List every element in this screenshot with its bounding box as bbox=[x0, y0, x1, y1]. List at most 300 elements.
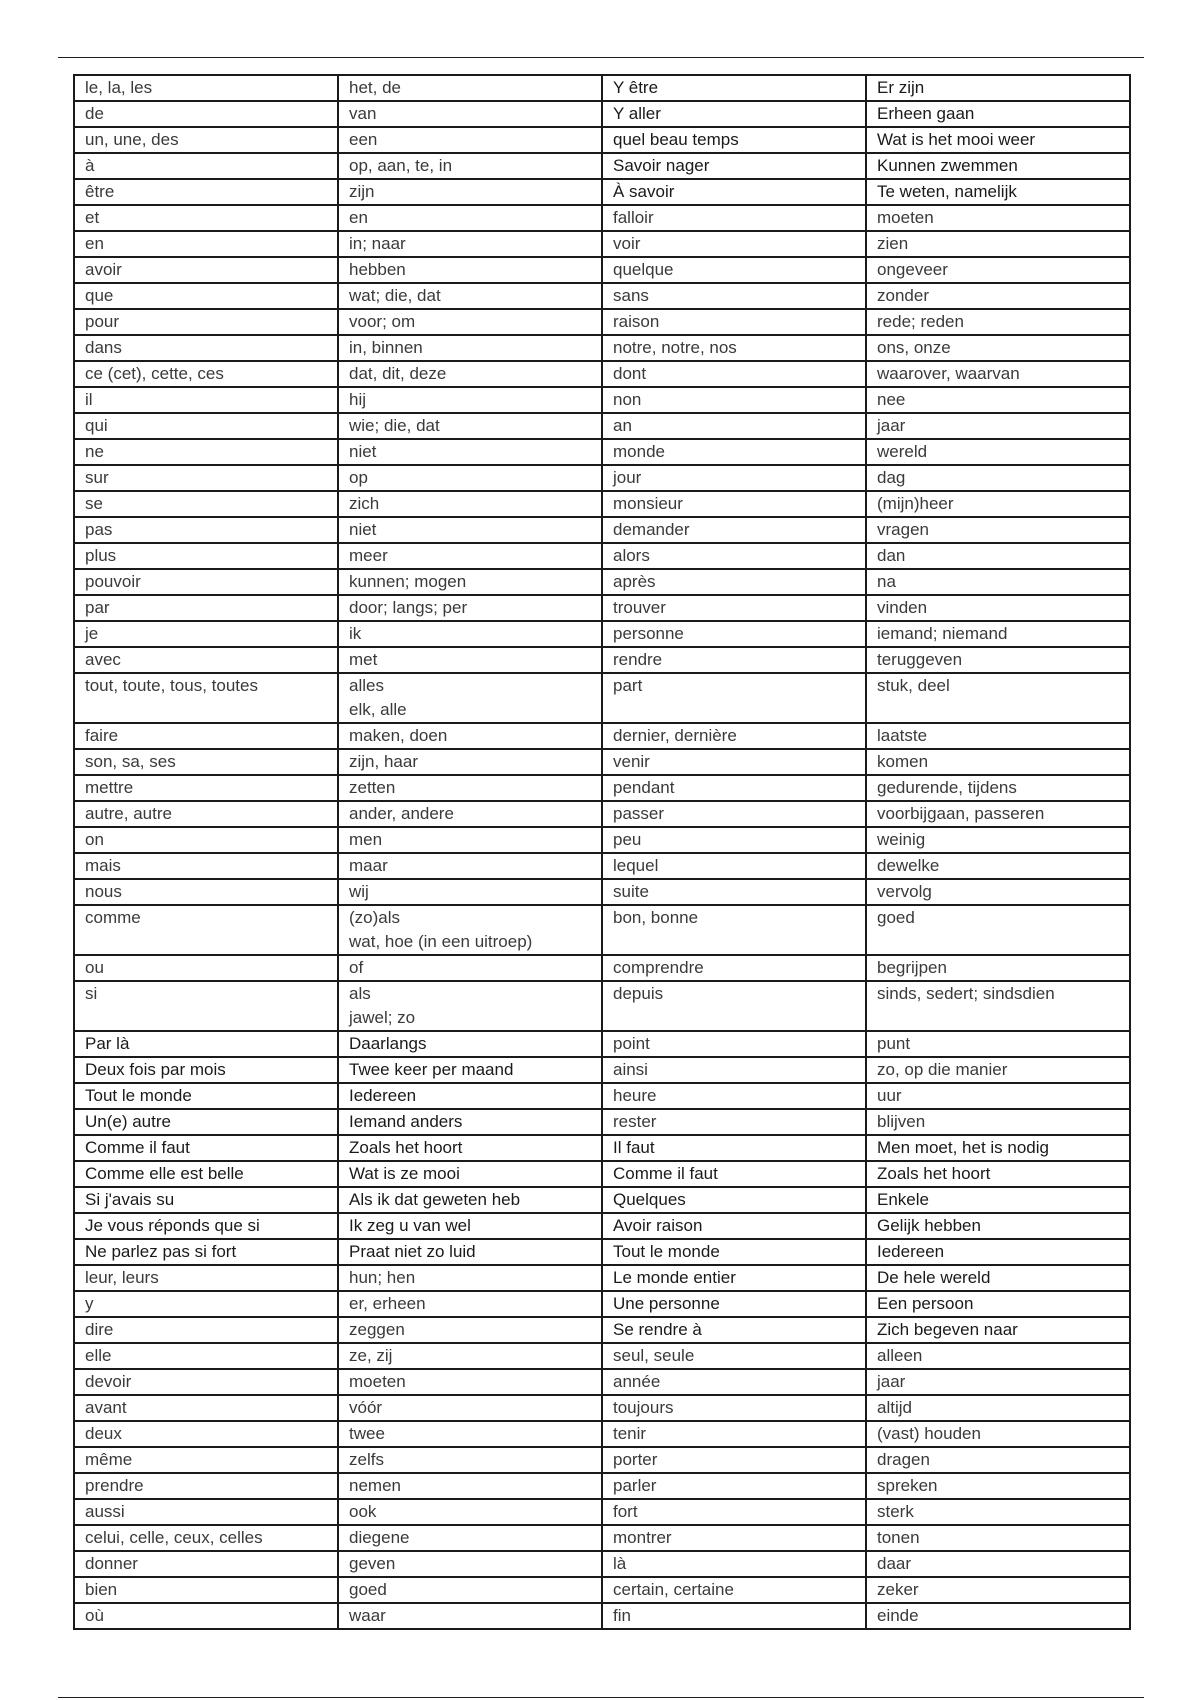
table-row bbox=[74, 517, 1130, 543]
cell-text: niet bbox=[349, 442, 377, 461]
french-word-cell bbox=[602, 205, 866, 231]
cell-text: que bbox=[85, 286, 114, 305]
french-word-cell bbox=[602, 1473, 866, 1499]
french-word-cell bbox=[74, 723, 338, 749]
cell-text: là bbox=[613, 1554, 627, 1573]
table-row bbox=[74, 827, 1130, 853]
french-word-cell bbox=[74, 827, 338, 853]
cell-text: vragen bbox=[877, 520, 929, 539]
cell-text: kunnen; mogen bbox=[349, 572, 467, 591]
cell-text: an bbox=[613, 416, 632, 435]
cell-text: Si j'avais su bbox=[85, 1190, 175, 1209]
table-row bbox=[74, 595, 1130, 621]
dutch-translation-cell bbox=[338, 801, 602, 827]
cell-text: De hele wereld bbox=[877, 1268, 991, 1287]
dutch-translation-cell bbox=[338, 465, 602, 491]
cell-text: Deux fois par mois bbox=[85, 1060, 226, 1079]
french-word-cell bbox=[74, 1031, 338, 1057]
cell-text: Y aller bbox=[613, 104, 661, 123]
cell-text: personne bbox=[613, 624, 684, 643]
french-word-cell bbox=[74, 1187, 338, 1213]
cell-text: peu bbox=[613, 830, 642, 849]
french-word-cell bbox=[602, 1109, 866, 1135]
french-word-cell bbox=[602, 387, 866, 413]
cell-text: alleen bbox=[877, 1346, 923, 1365]
french-word-cell bbox=[602, 439, 866, 465]
dutch-translation-cell bbox=[866, 775, 1130, 801]
cell-text: raison bbox=[613, 312, 660, 331]
cell-text: alles bbox=[349, 676, 384, 695]
table-row bbox=[74, 361, 1130, 387]
dutch-translation-cell bbox=[866, 955, 1130, 981]
cell-text: en bbox=[349, 208, 368, 227]
dutch-translation-cell bbox=[866, 1187, 1130, 1213]
cell-text: quel beau temps bbox=[613, 130, 739, 149]
cell-text: tenir bbox=[613, 1424, 647, 1443]
french-word-cell bbox=[602, 1525, 866, 1551]
french-word-cell bbox=[602, 1447, 866, 1473]
dutch-translation-cell bbox=[866, 1083, 1130, 1109]
french-word-cell bbox=[74, 387, 338, 413]
cell-text: À savoir bbox=[613, 182, 675, 201]
cell-text: maken, doen bbox=[349, 726, 448, 745]
cell-text: iemand; niemand bbox=[877, 624, 1008, 643]
cell-text: waarover, waarvan bbox=[877, 364, 1020, 383]
french-word-cell bbox=[602, 179, 866, 205]
cell-text: (vast) houden bbox=[877, 1424, 981, 1443]
french-word-cell bbox=[602, 905, 866, 955]
french-word-cell bbox=[74, 543, 338, 569]
french-word-cell bbox=[602, 1551, 866, 1577]
cell-text: à bbox=[85, 156, 95, 175]
table-row bbox=[74, 1213, 1130, 1239]
cell-text: voorbijgaan, passeren bbox=[877, 804, 1045, 823]
dutch-translation-cell bbox=[866, 1109, 1130, 1135]
french-word-cell bbox=[602, 1395, 866, 1421]
french-word-cell bbox=[74, 673, 338, 723]
dutch-translation-cell bbox=[338, 439, 602, 465]
cell-text: zijn bbox=[349, 182, 375, 201]
dutch-translation-cell bbox=[866, 465, 1130, 491]
dutch-translation-cell bbox=[338, 153, 602, 179]
cell-text: fin bbox=[613, 1606, 631, 1625]
cell-text: non bbox=[613, 390, 642, 409]
cell-text: zijn, haar bbox=[349, 752, 418, 771]
cell-text: einde bbox=[877, 1606, 919, 1625]
cell-text: être bbox=[85, 182, 115, 201]
table-row bbox=[74, 465, 1130, 491]
cell-text: Tout le monde bbox=[613, 1242, 720, 1261]
cell-text: où bbox=[85, 1606, 104, 1625]
table-row bbox=[74, 1057, 1130, 1083]
french-word-cell bbox=[74, 1135, 338, 1161]
cell-text: après bbox=[613, 572, 656, 591]
cell-text: son, sa, ses bbox=[85, 752, 176, 771]
dutch-translation-cell bbox=[338, 673, 602, 723]
cell-text: Praat niet zo luid bbox=[349, 1242, 476, 1261]
french-word-cell bbox=[74, 595, 338, 621]
header-rule bbox=[58, 57, 1144, 58]
cell-text: na bbox=[877, 572, 896, 591]
dutch-translation-cell bbox=[338, 1135, 602, 1161]
french-word-cell bbox=[602, 101, 866, 127]
table-row bbox=[74, 981, 1130, 1031]
cell-text: le, la, les bbox=[85, 78, 153, 97]
cell-text: Il faut bbox=[613, 1138, 655, 1157]
french-word-cell bbox=[602, 1499, 866, 1525]
cell-text: voir bbox=[613, 234, 641, 253]
dutch-translation-cell bbox=[338, 1213, 602, 1239]
table-row bbox=[74, 955, 1130, 981]
dutch-translation-cell bbox=[338, 621, 602, 647]
cell-text: trouver bbox=[613, 598, 666, 617]
cell-text: zonder bbox=[877, 286, 929, 305]
cell-text: weinig bbox=[877, 830, 926, 849]
cell-text: suite bbox=[613, 882, 649, 901]
french-word-cell bbox=[602, 723, 866, 749]
cell-text: altijd bbox=[877, 1398, 912, 1417]
french-word-cell bbox=[74, 309, 338, 335]
french-word-cell bbox=[74, 361, 338, 387]
french-word-cell bbox=[602, 981, 866, 1031]
dutch-translation-cell bbox=[338, 775, 602, 801]
cell-text: dat, dit, deze bbox=[349, 364, 447, 383]
french-word-cell bbox=[602, 361, 866, 387]
french-word-cell bbox=[602, 153, 866, 179]
dutch-translation-cell bbox=[338, 1317, 602, 1343]
cell-text: moeten bbox=[877, 208, 934, 227]
dutch-translation-cell bbox=[338, 723, 602, 749]
dutch-translation-cell bbox=[866, 595, 1130, 621]
cell-text: autre, autre bbox=[85, 804, 172, 823]
table-row bbox=[74, 179, 1130, 205]
cell-text: venir bbox=[613, 752, 650, 771]
dutch-translation-cell bbox=[338, 1291, 602, 1317]
cell-text: Tout le monde bbox=[85, 1086, 192, 1105]
table-row bbox=[74, 335, 1130, 361]
table-row bbox=[74, 1265, 1130, 1291]
french-word-cell bbox=[602, 853, 866, 879]
cell-text: jawel; zo bbox=[349, 1008, 416, 1027]
cell-text: ons, onze bbox=[877, 338, 951, 357]
cell-text: Twee keer per maand bbox=[349, 1060, 514, 1079]
cell-text: als bbox=[349, 984, 371, 1003]
cell-text: Se rendre à bbox=[613, 1320, 702, 1339]
cell-text: avec bbox=[85, 650, 121, 669]
cell-text: seul, seule bbox=[613, 1346, 695, 1365]
cell-text: moeten bbox=[349, 1372, 406, 1391]
cell-text: donner bbox=[85, 1554, 138, 1573]
table-row bbox=[74, 749, 1130, 775]
cell-text: certain, certaine bbox=[613, 1580, 734, 1599]
table-row bbox=[74, 309, 1130, 335]
cell-text: année bbox=[613, 1372, 661, 1391]
dutch-translation-cell bbox=[338, 1603, 602, 1629]
cell-text: Men moet, het is nodig bbox=[877, 1138, 1049, 1157]
french-word-cell bbox=[602, 283, 866, 309]
french-word-cell bbox=[74, 1057, 338, 1083]
cell-text: of bbox=[349, 958, 364, 977]
cell-text: Une personne bbox=[613, 1294, 720, 1313]
cell-text: zeggen bbox=[349, 1320, 405, 1339]
footer-rule bbox=[58, 1697, 1144, 1698]
dutch-translation-cell bbox=[338, 853, 602, 879]
french-word-cell bbox=[74, 1551, 338, 1577]
dutch-translation-cell bbox=[338, 1577, 602, 1603]
cell-text: er, erheen bbox=[349, 1294, 426, 1313]
cell-text: Comme elle est belle bbox=[85, 1164, 244, 1183]
table-row bbox=[74, 413, 1130, 439]
dutch-translation-cell bbox=[338, 205, 602, 231]
cell-text: zo, op die manier bbox=[877, 1060, 1008, 1079]
dutch-translation-cell bbox=[866, 101, 1130, 127]
cell-text: jour bbox=[613, 468, 642, 487]
dutch-translation-cell bbox=[338, 75, 602, 101]
cell-text: Avoir raison bbox=[613, 1216, 703, 1235]
table-row bbox=[74, 1473, 1130, 1499]
cell-text: ainsi bbox=[613, 1060, 648, 1079]
table-row bbox=[74, 775, 1130, 801]
cell-text: Wat is ze mooi bbox=[349, 1164, 460, 1183]
french-word-cell bbox=[74, 955, 338, 981]
french-word-cell bbox=[74, 1213, 338, 1239]
cell-text: ne bbox=[85, 442, 104, 461]
cell-text: Enkele bbox=[877, 1190, 929, 1209]
cell-text: ander, andere bbox=[349, 804, 454, 823]
dutch-translation-cell bbox=[866, 1213, 1130, 1239]
table-row bbox=[74, 1525, 1130, 1551]
french-word-cell bbox=[602, 1057, 866, 1083]
french-word-cell bbox=[602, 1343, 866, 1369]
french-word-cell bbox=[74, 1317, 338, 1343]
table-row bbox=[74, 1083, 1130, 1109]
french-word-cell bbox=[602, 257, 866, 283]
cell-text: meer bbox=[349, 546, 388, 565]
table-row bbox=[74, 1395, 1130, 1421]
cell-text: pouvoir bbox=[85, 572, 141, 591]
french-word-cell bbox=[602, 1421, 866, 1447]
dutch-translation-cell bbox=[338, 231, 602, 257]
cell-text: mais bbox=[85, 856, 121, 875]
dutch-translation-cell bbox=[338, 517, 602, 543]
cell-text: se bbox=[85, 494, 103, 513]
cell-text: depuis bbox=[613, 984, 664, 1003]
dutch-translation-cell bbox=[338, 1161, 602, 1187]
table-row bbox=[74, 1135, 1130, 1161]
dutch-translation-cell bbox=[338, 595, 602, 621]
cell-text: lequel bbox=[613, 856, 659, 875]
french-word-cell bbox=[602, 1161, 866, 1187]
cell-text: Er zijn bbox=[877, 78, 925, 97]
cell-text: dan bbox=[877, 546, 906, 565]
french-word-cell bbox=[602, 1317, 866, 1343]
cell-text: celui, celle, ceux, celles bbox=[85, 1528, 263, 1547]
cell-text: sterk bbox=[877, 1502, 914, 1521]
dutch-translation-cell bbox=[866, 801, 1130, 827]
french-word-cell bbox=[74, 1473, 338, 1499]
cell-text: Kunnen zwemmen bbox=[877, 156, 1018, 175]
cell-text: un, une, des bbox=[85, 130, 179, 149]
dutch-translation-cell bbox=[338, 257, 602, 283]
french-word-cell bbox=[602, 309, 866, 335]
cell-text: en bbox=[85, 234, 104, 253]
cell-text: prendre bbox=[85, 1476, 144, 1495]
cell-text: Daarlangs bbox=[349, 1034, 427, 1053]
table-row bbox=[74, 1187, 1130, 1213]
cell-text: op bbox=[349, 468, 368, 487]
french-word-cell bbox=[74, 853, 338, 879]
french-word-cell bbox=[602, 621, 866, 647]
dutch-translation-cell bbox=[866, 1291, 1130, 1317]
french-word-cell bbox=[74, 647, 338, 673]
french-word-cell bbox=[602, 517, 866, 543]
french-word-cell bbox=[602, 465, 866, 491]
dutch-translation-cell bbox=[866, 879, 1130, 905]
cell-text: je bbox=[85, 624, 99, 643]
french-word-cell bbox=[74, 1369, 338, 1395]
cell-text: stuk, deel bbox=[877, 676, 950, 695]
french-word-cell bbox=[602, 1291, 866, 1317]
dutch-translation-cell bbox=[866, 517, 1130, 543]
cell-text: met bbox=[349, 650, 378, 669]
dutch-translation-cell bbox=[866, 1265, 1130, 1291]
cell-text: monsieur bbox=[613, 494, 683, 513]
table-row bbox=[74, 101, 1130, 127]
cell-text: si bbox=[85, 984, 98, 1003]
cell-text: ook bbox=[349, 1502, 377, 1521]
cell-text: teruggeven bbox=[877, 650, 963, 669]
dutch-translation-cell bbox=[338, 569, 602, 595]
cell-text: Zich begeven naar bbox=[877, 1320, 1018, 1339]
french-word-cell bbox=[602, 335, 866, 361]
cell-text: maar bbox=[349, 856, 388, 875]
french-word-cell bbox=[74, 569, 338, 595]
cell-text: wat, hoe (in een uitroep) bbox=[349, 932, 533, 951]
table-row bbox=[74, 1421, 1130, 1447]
cell-text: toujours bbox=[613, 1398, 674, 1417]
cell-text: een bbox=[349, 130, 378, 149]
dutch-translation-cell bbox=[338, 127, 602, 153]
french-word-cell bbox=[74, 335, 338, 361]
dutch-translation-cell bbox=[866, 1421, 1130, 1447]
cell-text: sinds, sedert; sindsdien bbox=[877, 984, 1055, 1003]
dutch-translation-cell bbox=[338, 955, 602, 981]
french-word-cell bbox=[602, 1265, 866, 1291]
cell-text: elk, alle bbox=[349, 700, 407, 719]
table-row bbox=[74, 1551, 1130, 1577]
dutch-translation-cell bbox=[866, 361, 1130, 387]
cell-text: Savoir nager bbox=[613, 156, 710, 175]
table-row bbox=[74, 723, 1130, 749]
french-word-cell bbox=[74, 1109, 338, 1135]
french-word-cell bbox=[74, 1421, 338, 1447]
table-row bbox=[74, 283, 1130, 309]
cell-text: ik bbox=[349, 624, 362, 643]
dutch-translation-cell bbox=[866, 439, 1130, 465]
cell-text: heure bbox=[613, 1086, 657, 1105]
french-word-cell bbox=[602, 75, 866, 101]
table-row bbox=[74, 491, 1130, 517]
cell-text: hun; hen bbox=[349, 1268, 416, 1287]
dutch-translation-cell bbox=[338, 1265, 602, 1291]
table-row bbox=[74, 673, 1130, 723]
dutch-translation-cell bbox=[866, 205, 1130, 231]
cell-text: door; langs; per bbox=[349, 598, 468, 617]
french-word-cell bbox=[602, 879, 866, 905]
table-row bbox=[74, 879, 1130, 905]
cell-text: quelque bbox=[613, 260, 674, 279]
cell-text: het, de bbox=[349, 78, 401, 97]
cell-text: Gelijk hebben bbox=[877, 1216, 981, 1235]
french-word-cell bbox=[74, 179, 338, 205]
cell-text: Le monde entier bbox=[613, 1268, 736, 1287]
cell-text: Iemand anders bbox=[349, 1112, 463, 1131]
cell-text: zeker bbox=[877, 1580, 919, 1599]
cell-text: dans bbox=[85, 338, 122, 357]
cell-text: Te weten, namelijk bbox=[877, 182, 1017, 201]
cell-text: vóór bbox=[349, 1398, 383, 1417]
cell-text: waar bbox=[349, 1606, 386, 1625]
dutch-translation-cell bbox=[338, 879, 602, 905]
french-word-cell bbox=[74, 879, 338, 905]
dutch-translation-cell bbox=[866, 1577, 1130, 1603]
cell-text: passer bbox=[613, 804, 665, 823]
french-word-cell bbox=[602, 1603, 866, 1629]
cell-text: Iedereen bbox=[349, 1086, 417, 1105]
cell-text: sur bbox=[85, 468, 109, 487]
cell-text: notre, notre, nos bbox=[613, 338, 737, 357]
table-row bbox=[74, 1031, 1130, 1057]
cell-text: ongeveer bbox=[877, 260, 948, 279]
cell-text: van bbox=[349, 104, 377, 123]
dutch-translation-cell bbox=[338, 101, 602, 127]
french-word-cell bbox=[74, 1395, 338, 1421]
cell-text: mettre bbox=[85, 778, 134, 797]
dutch-translation-cell bbox=[866, 387, 1130, 413]
cell-text: leur, leurs bbox=[85, 1268, 159, 1287]
table-row bbox=[74, 1369, 1130, 1395]
dutch-translation-cell bbox=[338, 491, 602, 517]
cell-text: vervolg bbox=[877, 882, 932, 901]
french-word-cell bbox=[602, 1083, 866, 1109]
cell-text: monde bbox=[613, 442, 665, 461]
cell-text: dragen bbox=[877, 1450, 930, 1469]
french-word-cell bbox=[602, 1031, 866, 1057]
dutch-translation-cell bbox=[866, 1317, 1130, 1343]
french-word-cell bbox=[602, 1239, 866, 1265]
cell-text: voor; om bbox=[349, 312, 416, 331]
french-word-cell bbox=[74, 101, 338, 127]
cell-text: avoir bbox=[85, 260, 122, 279]
table-row bbox=[74, 801, 1130, 827]
dutch-translation-cell bbox=[866, 621, 1130, 647]
dutch-translation-cell bbox=[866, 673, 1130, 723]
french-word-cell bbox=[74, 1083, 338, 1109]
cell-text: (mijn)heer bbox=[877, 494, 954, 513]
dutch-translation-cell bbox=[866, 1031, 1130, 1057]
cell-text: dernier, dernière bbox=[613, 726, 737, 745]
dutch-translation-cell bbox=[866, 335, 1130, 361]
table-row bbox=[74, 1343, 1130, 1369]
french-word-cell bbox=[74, 1291, 338, 1317]
dutch-translation-cell bbox=[338, 905, 602, 955]
cell-text: men bbox=[349, 830, 383, 849]
french-word-cell bbox=[602, 801, 866, 827]
cell-text: fort bbox=[613, 1502, 638, 1521]
cell-text: montrer bbox=[613, 1528, 672, 1547]
table-row bbox=[74, 1447, 1130, 1473]
table-row bbox=[74, 439, 1130, 465]
